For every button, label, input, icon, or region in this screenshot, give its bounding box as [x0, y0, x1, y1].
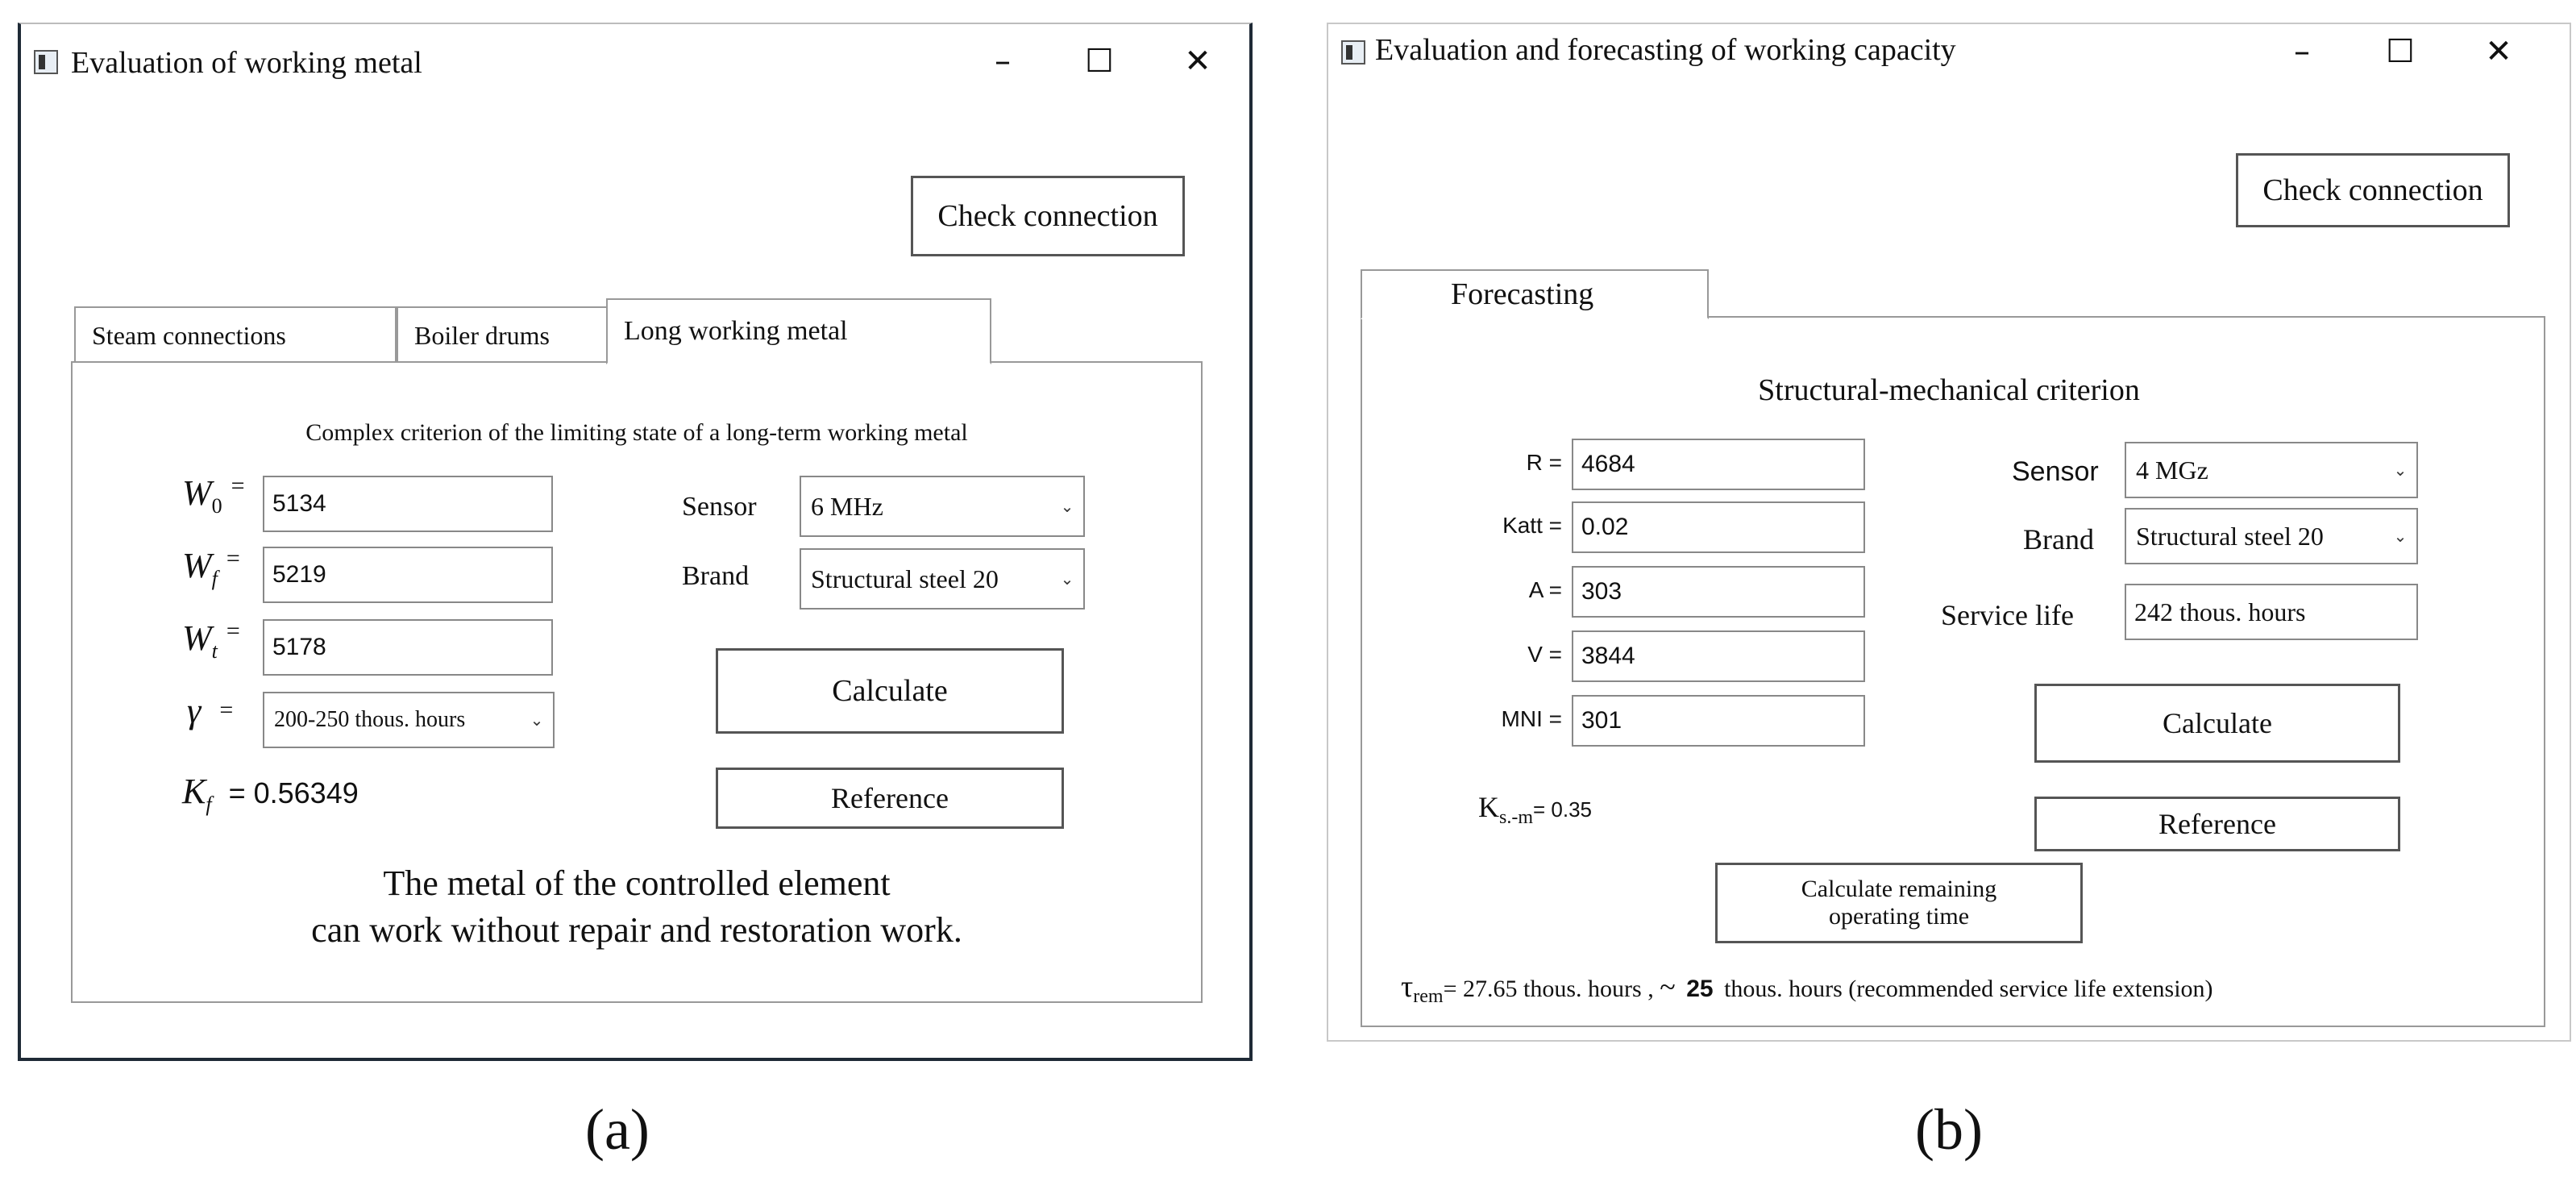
service-period-select[interactable] — [263, 692, 555, 748]
sensor-label-a: Sensor — [682, 492, 757, 522]
tab-steam-connections[interactable]: Steam connections — [74, 306, 397, 363]
service-life-input[interactable]: 242 thous. hours — [2125, 584, 2418, 640]
mni-input[interactable]: 301 — [1572, 695, 1865, 747]
ksm-result: $K_{s.-m}= 0.35$ — [1478, 791, 1593, 829]
chevron-down-icon: ⌄ — [530, 710, 544, 730]
a-label: A = — [1528, 577, 1562, 602]
criterion-heading-a: Complex criterion of the limiting state of a long-term working metal — [305, 419, 968, 446]
remaining-time-result: $\tau_{rem}= 27.65$ thous. hours , ~ 25 thous. hours (recommended service life extension) — [1401, 970, 2213, 1007]
mni-label: MNI = — [1501, 706, 1562, 731]
sensor-value-b: 4 MGz — [2136, 455, 2208, 485]
sensor-value-a: 6 MHz — [811, 491, 883, 521]
brand-select-a[interactable] — [800, 548, 1085, 610]
w0-label: $W_0$ = — [182, 472, 245, 518]
minimize-icon[interactable]: – — [995, 43, 1011, 80]
calculate-button-a[interactable]: Calculate — [716, 648, 1064, 734]
window-a — [18, 23, 1253, 1061]
tab-boiler-drums[interactable]: Boiler drums — [397, 306, 608, 363]
kf-result: $K_f = 0.56349$ — [182, 772, 359, 816]
brand-value-a: Structural steel 20 — [811, 564, 999, 593]
r-input[interactable]: 4684 — [1572, 439, 1865, 490]
title-bar-b[interactable] — [1328, 24, 2570, 105]
brand-label-a: Brand — [682, 561, 750, 591]
katt-input[interactable]: 0.02 — [1572, 501, 1865, 553]
maximize-icon[interactable]: ☐ — [2386, 33, 2415, 70]
sensor-select-a[interactable] — [800, 476, 1085, 537]
service-life-label: Service life — [1941, 599, 2074, 631]
reference-button-a[interactable]: Reference — [716, 768, 1064, 829]
v-label: V = — [1527, 642, 1562, 667]
wt-label: $W_t$ = — [182, 618, 240, 663]
sensor-select-b[interactable] — [2125, 442, 2418, 498]
service-period-value: 200-250 thous. hours — [274, 707, 466, 732]
result-message-line1: The metal of the controlled element — [383, 863, 891, 903]
caption-b: (b) — [1915, 1097, 1983, 1162]
brand-select-b[interactable] — [2125, 508, 2418, 564]
caption-a: (a) — [585, 1097, 650, 1162]
gamma-label: γ = — [187, 691, 234, 730]
window-title-b: Evaluation and forecasting of working capacity — [1375, 33, 1956, 67]
wt-input[interactable]: 5178 — [263, 619, 553, 676]
title-bar-a[interactable] — [21, 24, 1249, 105]
v-input[interactable]: 3844 — [1572, 630, 1865, 682]
tab-forecasting[interactable]: Forecasting — [1361, 269, 1709, 319]
a-input[interactable]: 303 — [1572, 566, 1865, 618]
calculate-remaining-time-button[interactable] — [1715, 863, 2083, 943]
result-message-line2: can work without repair and restoration work. — [311, 910, 962, 950]
window-b — [1327, 23, 2571, 1042]
chevron-down-icon: ⌄ — [2393, 460, 2408, 480]
wf-label: $W_f$ = — [182, 545, 240, 590]
katt-label: Katt = — [1502, 513, 1562, 538]
minimize-icon[interactable]: – — [2294, 33, 2310, 70]
sensor-label-b: Sensor — [2012, 456, 2099, 487]
calc-remaining-line2: operating time — [1828, 903, 1970, 930]
criterion-heading-b: Structural-mechanical criterion — [1758, 373, 2140, 407]
app-icon — [1341, 40, 1365, 64]
close-icon[interactable]: ✕ — [2485, 33, 2512, 70]
r-label: R = — [1526, 450, 1562, 475]
chevron-down-icon: ⌄ — [1060, 497, 1074, 516]
reference-button-b[interactable]: Reference — [2034, 797, 2400, 851]
calc-remaining-line1: Calculate remaining — [1801, 875, 1997, 902]
chevron-down-icon: ⌄ — [2393, 526, 2408, 546]
tab-long-working-metal[interactable]: Long working metal — [606, 298, 991, 364]
chevron-down-icon: ⌄ — [1060, 569, 1074, 589]
wf-input[interactable]: 5219 — [263, 547, 553, 603]
app-icon — [34, 50, 58, 74]
maximize-icon[interactable]: ☐ — [1085, 43, 1114, 80]
calculate-button-b[interactable]: Calculate — [2034, 684, 2400, 763]
close-icon[interactable]: ✕ — [1184, 43, 1211, 80]
window-title-a: Evaluation of working metal — [71, 46, 422, 80]
w0-input[interactable]: 5134 — [263, 476, 553, 532]
brand-label-b: Brand — [2023, 523, 2094, 555]
check-connection-button-a[interactable]: Check connection — [911, 176, 1185, 256]
check-connection-button-b[interactable]: Check connection — [2236, 153, 2510, 227]
brand-value-b: Structural steel 20 — [2136, 521, 2324, 551]
